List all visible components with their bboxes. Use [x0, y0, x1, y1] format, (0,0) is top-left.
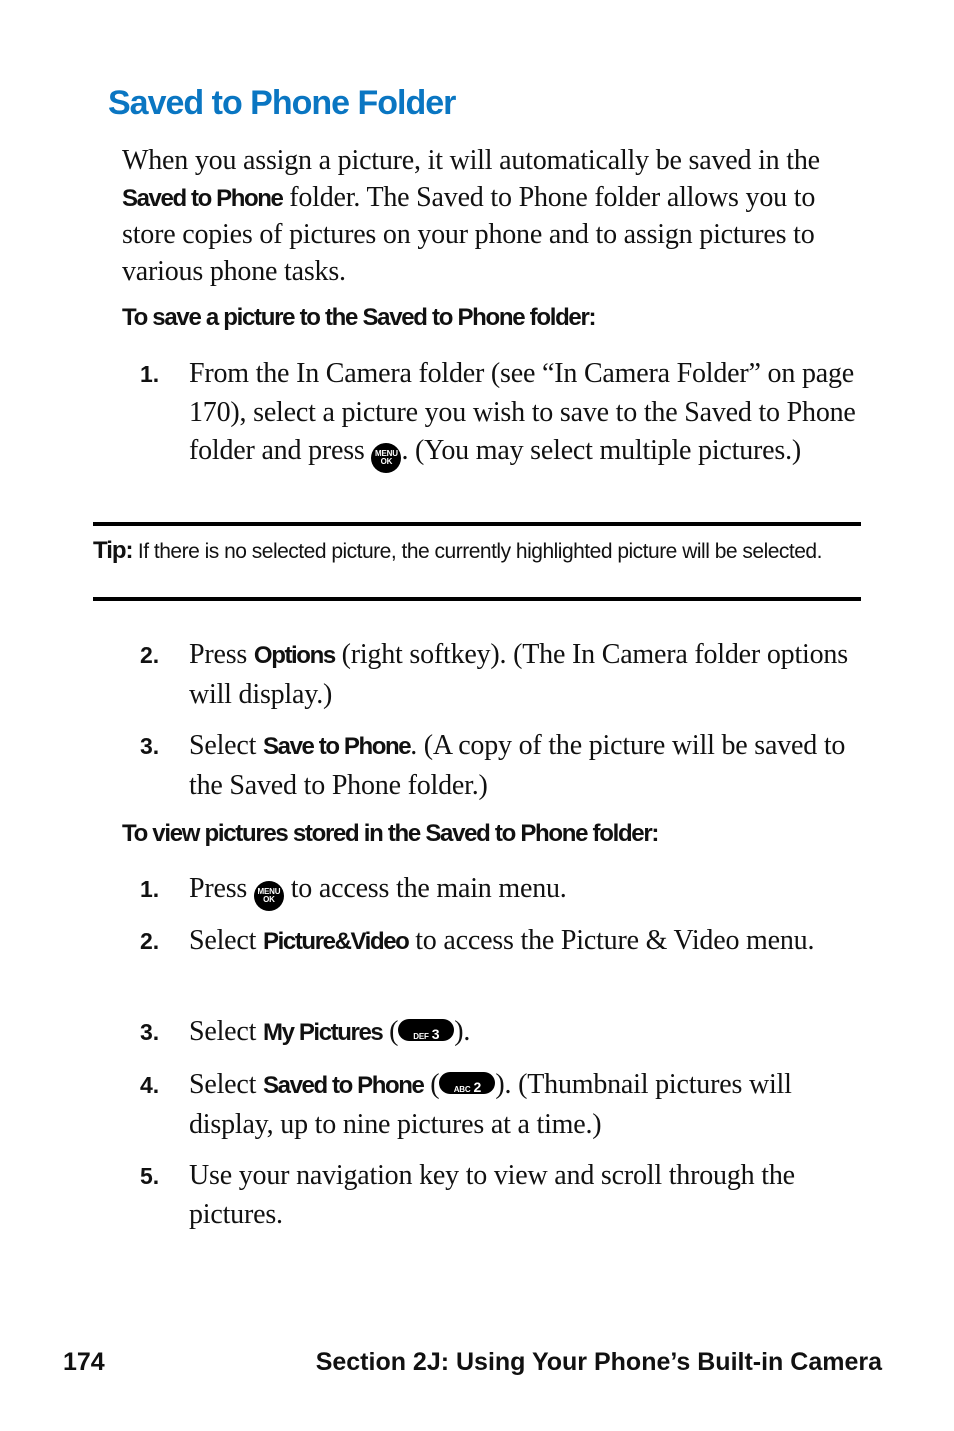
- footer-section-title: Section 2J: Using Your Phone’s Built-in Camera: [315, 1348, 882, 1376]
- keyword-options: Options: [253, 642, 335, 669]
- list-item: 4. Select Saved to Phone ( ABC 2 ). (Thumbnail pictures will display, up to nine pictures at a time.): [140, 1066, 860, 1144]
- step-number: 5.: [140, 1163, 160, 1189]
- menu-ok-key-icon: MENU OK: [254, 881, 284, 911]
- keyword-picture-video: Picture&Video: [263, 928, 409, 955]
- keyword-save-to-phone: Save to Phone: [263, 733, 411, 760]
- tip-label: Tip:: [93, 537, 133, 564]
- list-item: 3. Select My Pictures ( DEF 3 ).: [140, 1013, 860, 1053]
- tip-text: If there is no selected picture, the currently highlighted picture will be selected.: [132, 540, 822, 563]
- step-number: 4.: [140, 1072, 160, 1098]
- list-item: 2. Press Options (right softkey). (The In Camera folder options will display.): [140, 636, 860, 714]
- step-number: 2.: [140, 642, 160, 668]
- list-item: 2. Select Picture&Video to access the Picture & Video menu.: [140, 922, 860, 962]
- list-item: 1. From the In Camera folder (see “In Camera Folder” on page 170), select a picture you wish to save to the Saved to Phone folder and press MENU OK . (You may select multiple pictures.): [140, 355, 860, 473]
- keyword-saved-to-phone: Saved to Phone: [263, 1072, 424, 1099]
- abc-2-key-icon: ABC 2: [439, 1072, 495, 1094]
- step-number: 3.: [140, 733, 160, 759]
- step-number: 1.: [140, 361, 160, 387]
- section-heading-save: To save a picture to the Saved to Phone folder:: [122, 304, 596, 331]
- tip-box: [93, 522, 861, 601]
- step-number: 3.: [140, 1019, 160, 1045]
- keyword-my-pictures: My Pictures: [263, 1019, 383, 1046]
- page-number: 174: [63, 1348, 105, 1376]
- step-number: 2.: [140, 928, 160, 954]
- list-item: 5. Use your navigation key to view and scroll through the pictures.: [140, 1157, 860, 1234]
- list-item: 3. Select Save to Phone. (A copy of the picture will be saved to the Saved to Phone folder.): [140, 727, 860, 805]
- keyword-saved-to-phone: Saved to Phone: [122, 184, 283, 212]
- intro-paragraph: When you assign a picture, it will automatically be saved in the Saved to Phone folder. The Saved to Phone folder allows you to store copies of pictures on your phone and to assign pictures to various phone tasks.: [122, 145, 820, 287]
- page-title: Saved to Phone Folder: [108, 84, 456, 122]
- section-heading-view: To view pictures stored in the Saved to Phone folder:: [122, 820, 659, 847]
- menu-ok-key-icon: MENU OK: [371, 443, 401, 473]
- step-number: 1.: [140, 876, 160, 902]
- def-3-key-icon: DEF 3: [398, 1019, 454, 1041]
- list-item: 1. Press MENU OK to access the main menu.: [140, 870, 860, 911]
